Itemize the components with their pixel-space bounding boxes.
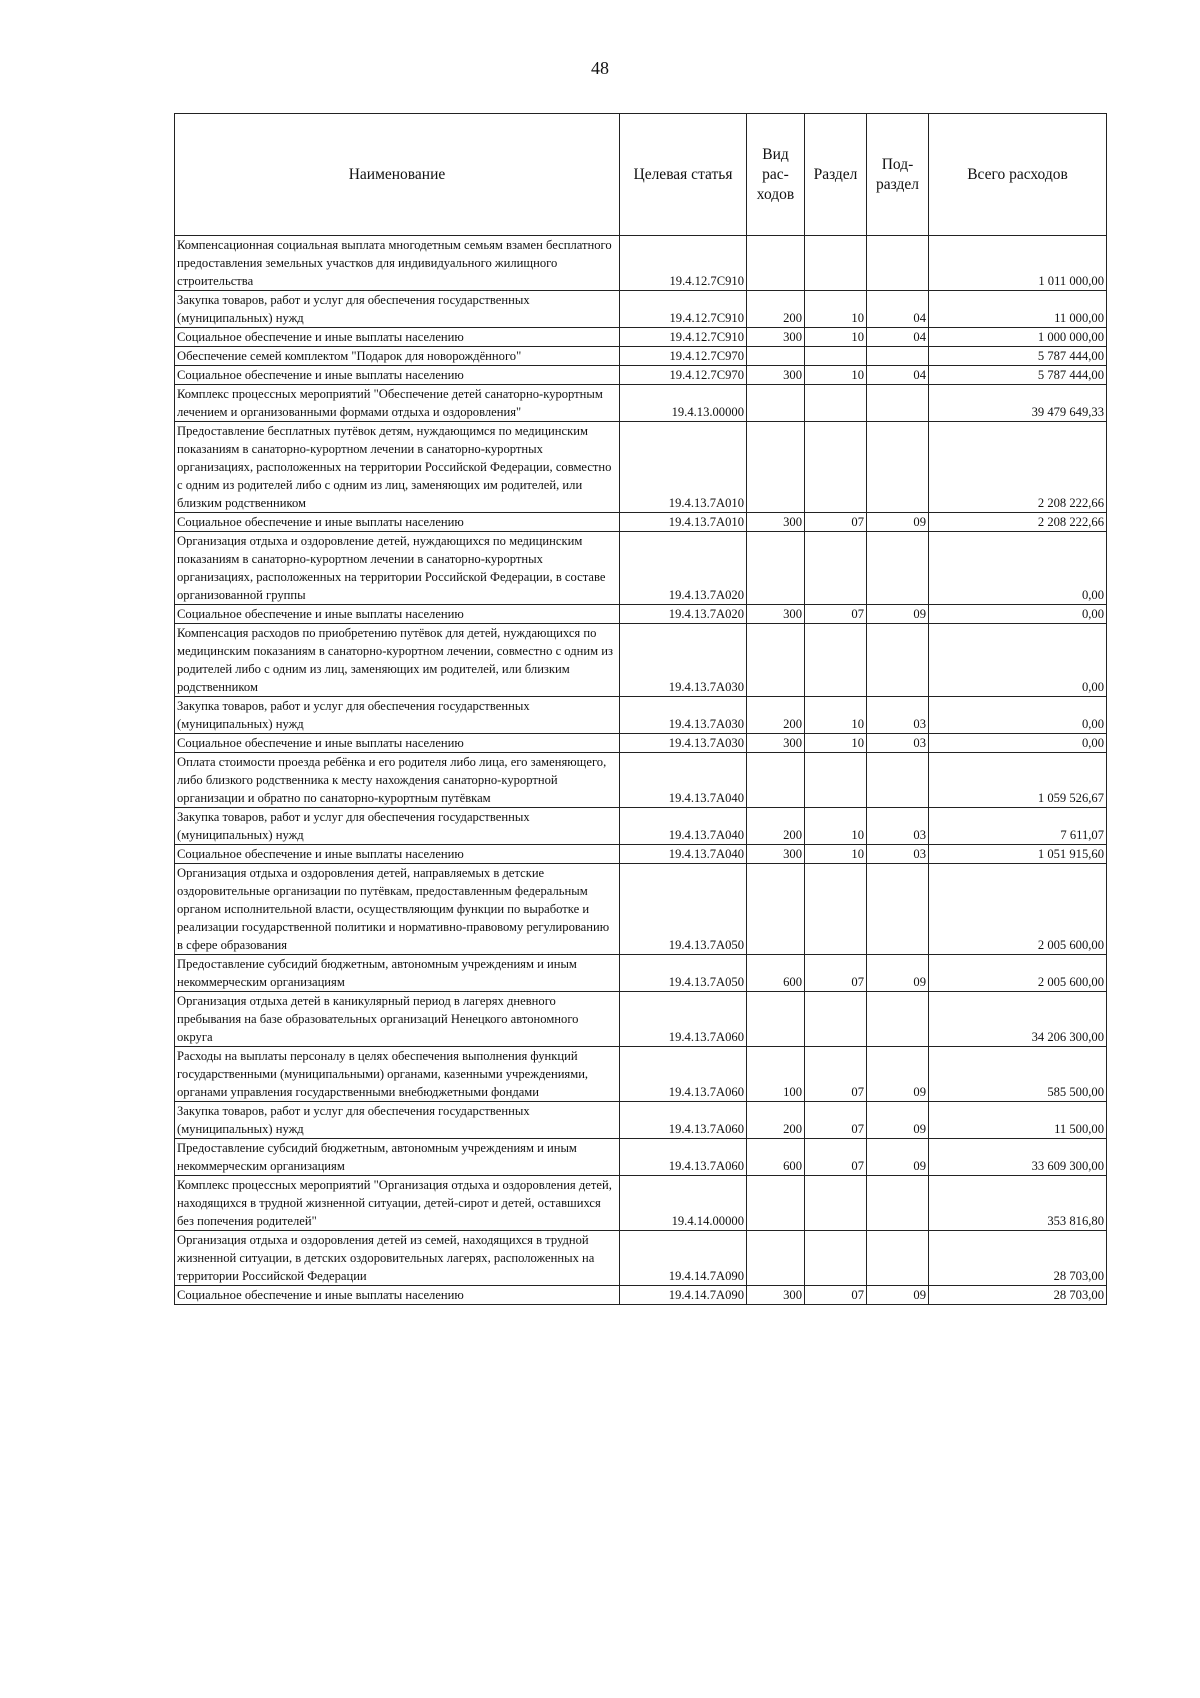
cell-total: 0,00	[929, 605, 1107, 624]
cell-section: 07	[805, 1047, 867, 1102]
cell-subsection	[867, 422, 929, 513]
table-row	[175, 1286, 1107, 1305]
cell-code: 19.4.12.7С910	[620, 328, 747, 347]
table-row	[175, 1176, 1107, 1231]
cell-kind	[747, 385, 805, 422]
table-row	[175, 955, 1107, 992]
header-code: Целевая статья	[620, 114, 747, 236]
cell-kind	[747, 1231, 805, 1286]
cell-kind: 300	[747, 513, 805, 532]
cell-subsection	[867, 624, 929, 697]
cell-code: 19.4.14.7А090	[620, 1231, 747, 1286]
table-row	[175, 291, 1107, 328]
cell-section	[805, 236, 867, 291]
cell-kind	[747, 864, 805, 955]
cell-section: 07	[805, 1102, 867, 1139]
header-section: Раздел	[805, 114, 867, 236]
cell-total: 0,00	[929, 532, 1107, 605]
header-row	[175, 114, 1107, 236]
cell-subsection: 03	[867, 697, 929, 734]
cell-code: 19.4.12.7С910	[620, 291, 747, 328]
cell-code: 19.4.13.7А060	[620, 1102, 747, 1139]
cell-kind: 300	[747, 734, 805, 753]
cell-subsection: 09	[867, 605, 929, 624]
cell-subsection	[867, 532, 929, 605]
cell-subsection	[867, 347, 929, 366]
cell-kind	[747, 753, 805, 808]
header-subsection	[867, 114, 929, 236]
cell-name: Расходы на выплаты персоналу в целях обеспечения выполнения функций государственными (муниципальными) органами, казенными учреждениями, органами управления государственными внебюджетными фондами	[175, 1047, 620, 1102]
cell-name: Предоставление бесплатных путёвок детям, нуждающимся по медицинским показаниям в санаторно-курортном лечении в санаторно-курортных организациях, расположенных на территории Российской Федерации, совместно с одним из родителей либо с одним из лиц, заменяющих им родителей, или близким родственником	[175, 422, 620, 513]
cell-code: 19.4.13.7А030	[620, 734, 747, 753]
cell-total: 585 500,00	[929, 1047, 1107, 1102]
cell-section: 10	[805, 808, 867, 845]
cell-total: 0,00	[929, 624, 1107, 697]
table-row	[175, 385, 1107, 422]
cell-code: 19.4.14.7А090	[620, 1286, 747, 1305]
cell-subsection: 09	[867, 1047, 929, 1102]
cell-name: Социальное обеспечение и иные выплаты населению	[175, 1286, 620, 1305]
cell-code: 19.4.13.7А060	[620, 1047, 747, 1102]
page-number: 48	[591, 58, 609, 78]
cell-section	[805, 992, 867, 1047]
cell-total: 0,00	[929, 697, 1107, 734]
cell-name: Комплекс процессных мероприятий "Организация отдыха и оздоровления детей, находящихся в трудной жизненной ситуации, детей-сирот и детей, оставшихся без попечения родителей"	[175, 1176, 620, 1231]
cell-name: Организация отдыха детей в каникулярный период в лагерях дневного пребывания на базе образовательных организаций Ненецкого автономного округа	[175, 992, 620, 1047]
cell-name: Социальное обеспечение и иные выплаты населению	[175, 734, 620, 753]
cell-section	[805, 347, 867, 366]
cell-name: Комплекс процессных мероприятий "Обеспечение детей санаторно-курортным лечением и организованными формами отдыха и оздоровления"	[175, 385, 620, 422]
cell-name: Социальное обеспечение и иные выплаты населению	[175, 366, 620, 385]
cell-name: Социальное обеспечение и иные выплаты населению	[175, 605, 620, 624]
cell-name: Компенсация расходов по приобретению путёвок для детей, нуждающихся по медицинским показаниям в санаторно-курортном лечении, совместно с одним из родителей либо с одним из лиц, заменяющих им родителей, или близким родственником	[175, 624, 620, 697]
cell-code: 19.4.13.7А060	[620, 1139, 747, 1176]
cell-subsection: 09	[867, 955, 929, 992]
cell-section	[805, 624, 867, 697]
cell-section: 10	[805, 328, 867, 347]
cell-total: 1 051 915,60	[929, 845, 1107, 864]
cell-kind: 100	[747, 1047, 805, 1102]
cell-subsection: 04	[867, 291, 929, 328]
cell-total: 34 206 300,00	[929, 992, 1107, 1047]
cell-section: 10	[805, 697, 867, 734]
header-total: Всего расходов	[929, 114, 1107, 236]
cell-code: 19.4.13.7А050	[620, 955, 747, 992]
cell-section	[805, 864, 867, 955]
cell-total: 5 787 444,00	[929, 366, 1107, 385]
cell-kind: 300	[747, 328, 805, 347]
cell-subsection: 03	[867, 734, 929, 753]
cell-code: 19.4.14.00000	[620, 1176, 747, 1231]
cell-kind	[747, 624, 805, 697]
cell-name: Социальное обеспечение и иные выплаты населению	[175, 513, 620, 532]
cell-name: Организация отдыха и оздоровление детей, нуждающихся по медицинским показаниям в санаторно-курортном лечении в санаторно-курортных организациях, расположенных на территории Российской Федерации, в составе организованной группы	[175, 532, 620, 605]
table-row	[175, 532, 1107, 605]
cell-total: 7 611,07	[929, 808, 1107, 845]
table-body	[175, 236, 1107, 1305]
cell-section: 07	[805, 1286, 867, 1305]
table-row	[175, 1047, 1107, 1102]
cell-total: 33 609 300,00	[929, 1139, 1107, 1176]
cell-code: 19.4.13.7А040	[620, 753, 747, 808]
cell-name: Компенсационная социальная выплата многодетным семьям взамен бесплатного предоставления земельных участков для индивидуального жилищного строительства	[175, 236, 620, 291]
cell-code: 19.4.13.00000	[620, 385, 747, 422]
cell-name: Закупка товаров, работ и услуг для обеспечения государственных (муниципальных) нужд	[175, 291, 620, 328]
cell-section: 07	[805, 513, 867, 532]
cell-total: 1 000 000,00	[929, 328, 1107, 347]
expenditure-table	[174, 113, 1107, 1305]
cell-code: 19.4.13.7А020	[620, 605, 747, 624]
table-row	[175, 422, 1107, 513]
cell-section: 07	[805, 605, 867, 624]
cell-kind: 300	[747, 845, 805, 864]
cell-section: 07	[805, 955, 867, 992]
cell-kind	[747, 1176, 805, 1231]
cell-code: 19.4.13.7А030	[620, 624, 747, 697]
table-row	[175, 753, 1107, 808]
cell-name: Предоставление субсидий бюджетным, автономным учреждениям и иным некоммерческим организациям	[175, 955, 620, 992]
cell-name: Предоставление субсидий бюджетным, автономным учреждениям и иным некоммерческим организациям	[175, 1139, 620, 1176]
cell-kind: 200	[747, 697, 805, 734]
cell-code: 19.4.13.7А040	[620, 845, 747, 864]
table-row	[175, 1231, 1107, 1286]
cell-kind: 200	[747, 1102, 805, 1139]
cell-section	[805, 753, 867, 808]
cell-kind: 200	[747, 808, 805, 845]
cell-code: 19.4.13.7А050	[620, 864, 747, 955]
cell-code: 19.4.12.7С970	[620, 366, 747, 385]
table-row	[175, 513, 1107, 532]
table-row	[175, 697, 1107, 734]
header-name: Наименование	[175, 114, 620, 236]
cell-total: 2 005 600,00	[929, 955, 1107, 992]
cell-code: 19.4.13.7А020	[620, 532, 747, 605]
cell-section: 10	[805, 291, 867, 328]
table-row	[175, 624, 1107, 697]
cell-total: 28 703,00	[929, 1231, 1107, 1286]
cell-subsection	[867, 864, 929, 955]
cell-subsection	[867, 753, 929, 808]
cell-code: 19.4.13.7А060	[620, 992, 747, 1047]
cell-section	[805, 1176, 867, 1231]
header-kind	[747, 114, 805, 236]
cell-name: Закупка товаров, работ и услуг для обеспечения государственных (муниципальных) нужд	[175, 808, 620, 845]
cell-subsection	[867, 236, 929, 291]
table-row	[175, 366, 1107, 385]
cell-code: 19.4.13.7А010	[620, 513, 747, 532]
cell-subsection: 04	[867, 366, 929, 385]
cell-subsection: 03	[867, 808, 929, 845]
cell-name: Оплата стоимости проезда ребёнка и его родителя либо лица, его заменяющего, либо близкого родственника к месту нахождения санаторно-курортной организации и обратно по санаторно-курортным путёвкам	[175, 753, 620, 808]
table-row	[175, 845, 1107, 864]
cell-total: 28 703,00	[929, 1286, 1107, 1305]
cell-total: 5 787 444,00	[929, 347, 1107, 366]
cell-total: 2 005 600,00	[929, 864, 1107, 955]
cell-total: 11 500,00	[929, 1102, 1107, 1139]
cell-total: 39 479 649,33	[929, 385, 1107, 422]
cell-subsection: 09	[867, 1102, 929, 1139]
cell-name: Обеспечение семей комплектом "Подарок для новорождённого"	[175, 347, 620, 366]
cell-kind	[747, 347, 805, 366]
cell-kind: 300	[747, 1286, 805, 1305]
table-row	[175, 605, 1107, 624]
table-row	[175, 328, 1107, 347]
header-subsection-line: раздел	[876, 175, 919, 193]
cell-total: 11 000,00	[929, 291, 1107, 328]
cell-subsection	[867, 385, 929, 422]
cell-total: 353 816,80	[929, 1176, 1107, 1231]
header-kind-line: ходов	[756, 185, 795, 203]
cell-code: 19.4.13.7А030	[620, 697, 747, 734]
cell-name: Социальное обеспечение и иные выплаты населению	[175, 845, 620, 864]
cell-code: 19.4.12.7С970	[620, 347, 747, 366]
header-kind-line: Вид	[762, 145, 789, 163]
cell-name: Социальное обеспечение и иные выплаты населению	[175, 328, 620, 347]
cell-total: 1 011 000,00	[929, 236, 1107, 291]
cell-subsection: 09	[867, 513, 929, 532]
cell-subsection	[867, 1176, 929, 1231]
cell-subsection: 09	[867, 1139, 929, 1176]
table-row	[175, 347, 1107, 366]
cell-name: Организация отдыха и оздоровления детей из семей, находящихся в трудной жизненной ситуации, в детских оздоровительных лагерях, расположенных на территории Российской Федерации	[175, 1231, 620, 1286]
cell-subsection: 09	[867, 1286, 929, 1305]
cell-section: 10	[805, 734, 867, 753]
cell-section: 10	[805, 366, 867, 385]
table-row	[175, 864, 1107, 955]
table-row	[175, 808, 1107, 845]
cell-total: 2 208 222,66	[929, 422, 1107, 513]
cell-section	[805, 1231, 867, 1286]
cell-kind	[747, 532, 805, 605]
cell-kind	[747, 236, 805, 291]
cell-kind: 600	[747, 955, 805, 992]
cell-section	[805, 385, 867, 422]
cell-kind: 200	[747, 291, 805, 328]
cell-name: Закупка товаров, работ и услуг для обеспечения государственных (муниципальных) нужд	[175, 697, 620, 734]
table-row	[175, 1102, 1107, 1139]
cell-kind: 300	[747, 605, 805, 624]
cell-subsection	[867, 1231, 929, 1286]
cell-subsection: 04	[867, 328, 929, 347]
cell-code: 19.4.13.7А010	[620, 422, 747, 513]
cell-total: 2 208 222,66	[929, 513, 1107, 532]
table-row	[175, 1139, 1107, 1176]
cell-kind	[747, 992, 805, 1047]
header-kind-line: рас-	[762, 165, 789, 183]
table-row	[175, 236, 1107, 291]
cell-section: 07	[805, 1139, 867, 1176]
header-subsection-line: Под-	[881, 155, 914, 173]
cell-code: 19.4.13.7А040	[620, 808, 747, 845]
table-header	[175, 114, 1107, 236]
table-row	[175, 992, 1107, 1047]
cell-total: 0,00	[929, 734, 1107, 753]
cell-code: 19.4.12.7С910	[620, 236, 747, 291]
cell-kind: 300	[747, 366, 805, 385]
cell-total: 1 059 526,67	[929, 753, 1107, 808]
table-row	[175, 734, 1107, 753]
cell-kind: 600	[747, 1139, 805, 1176]
cell-kind	[747, 422, 805, 513]
cell-section	[805, 422, 867, 513]
cell-section	[805, 532, 867, 605]
cell-subsection: 03	[867, 845, 929, 864]
cell-subsection	[867, 992, 929, 1047]
cell-name: Организация отдыха и оздоровления детей, направляемых в детские оздоровительные организации по путёвкам, предоставленным федеральным органом исполнительной власти, осуществляющим функции по выработке и реализации государственной политики и нормативно-правовому регулированию в сфере образования	[175, 864, 620, 955]
cell-section: 10	[805, 845, 867, 864]
cell-name: Закупка товаров, работ и услуг для обеспечения государственных (муниципальных) нужд	[175, 1102, 620, 1139]
